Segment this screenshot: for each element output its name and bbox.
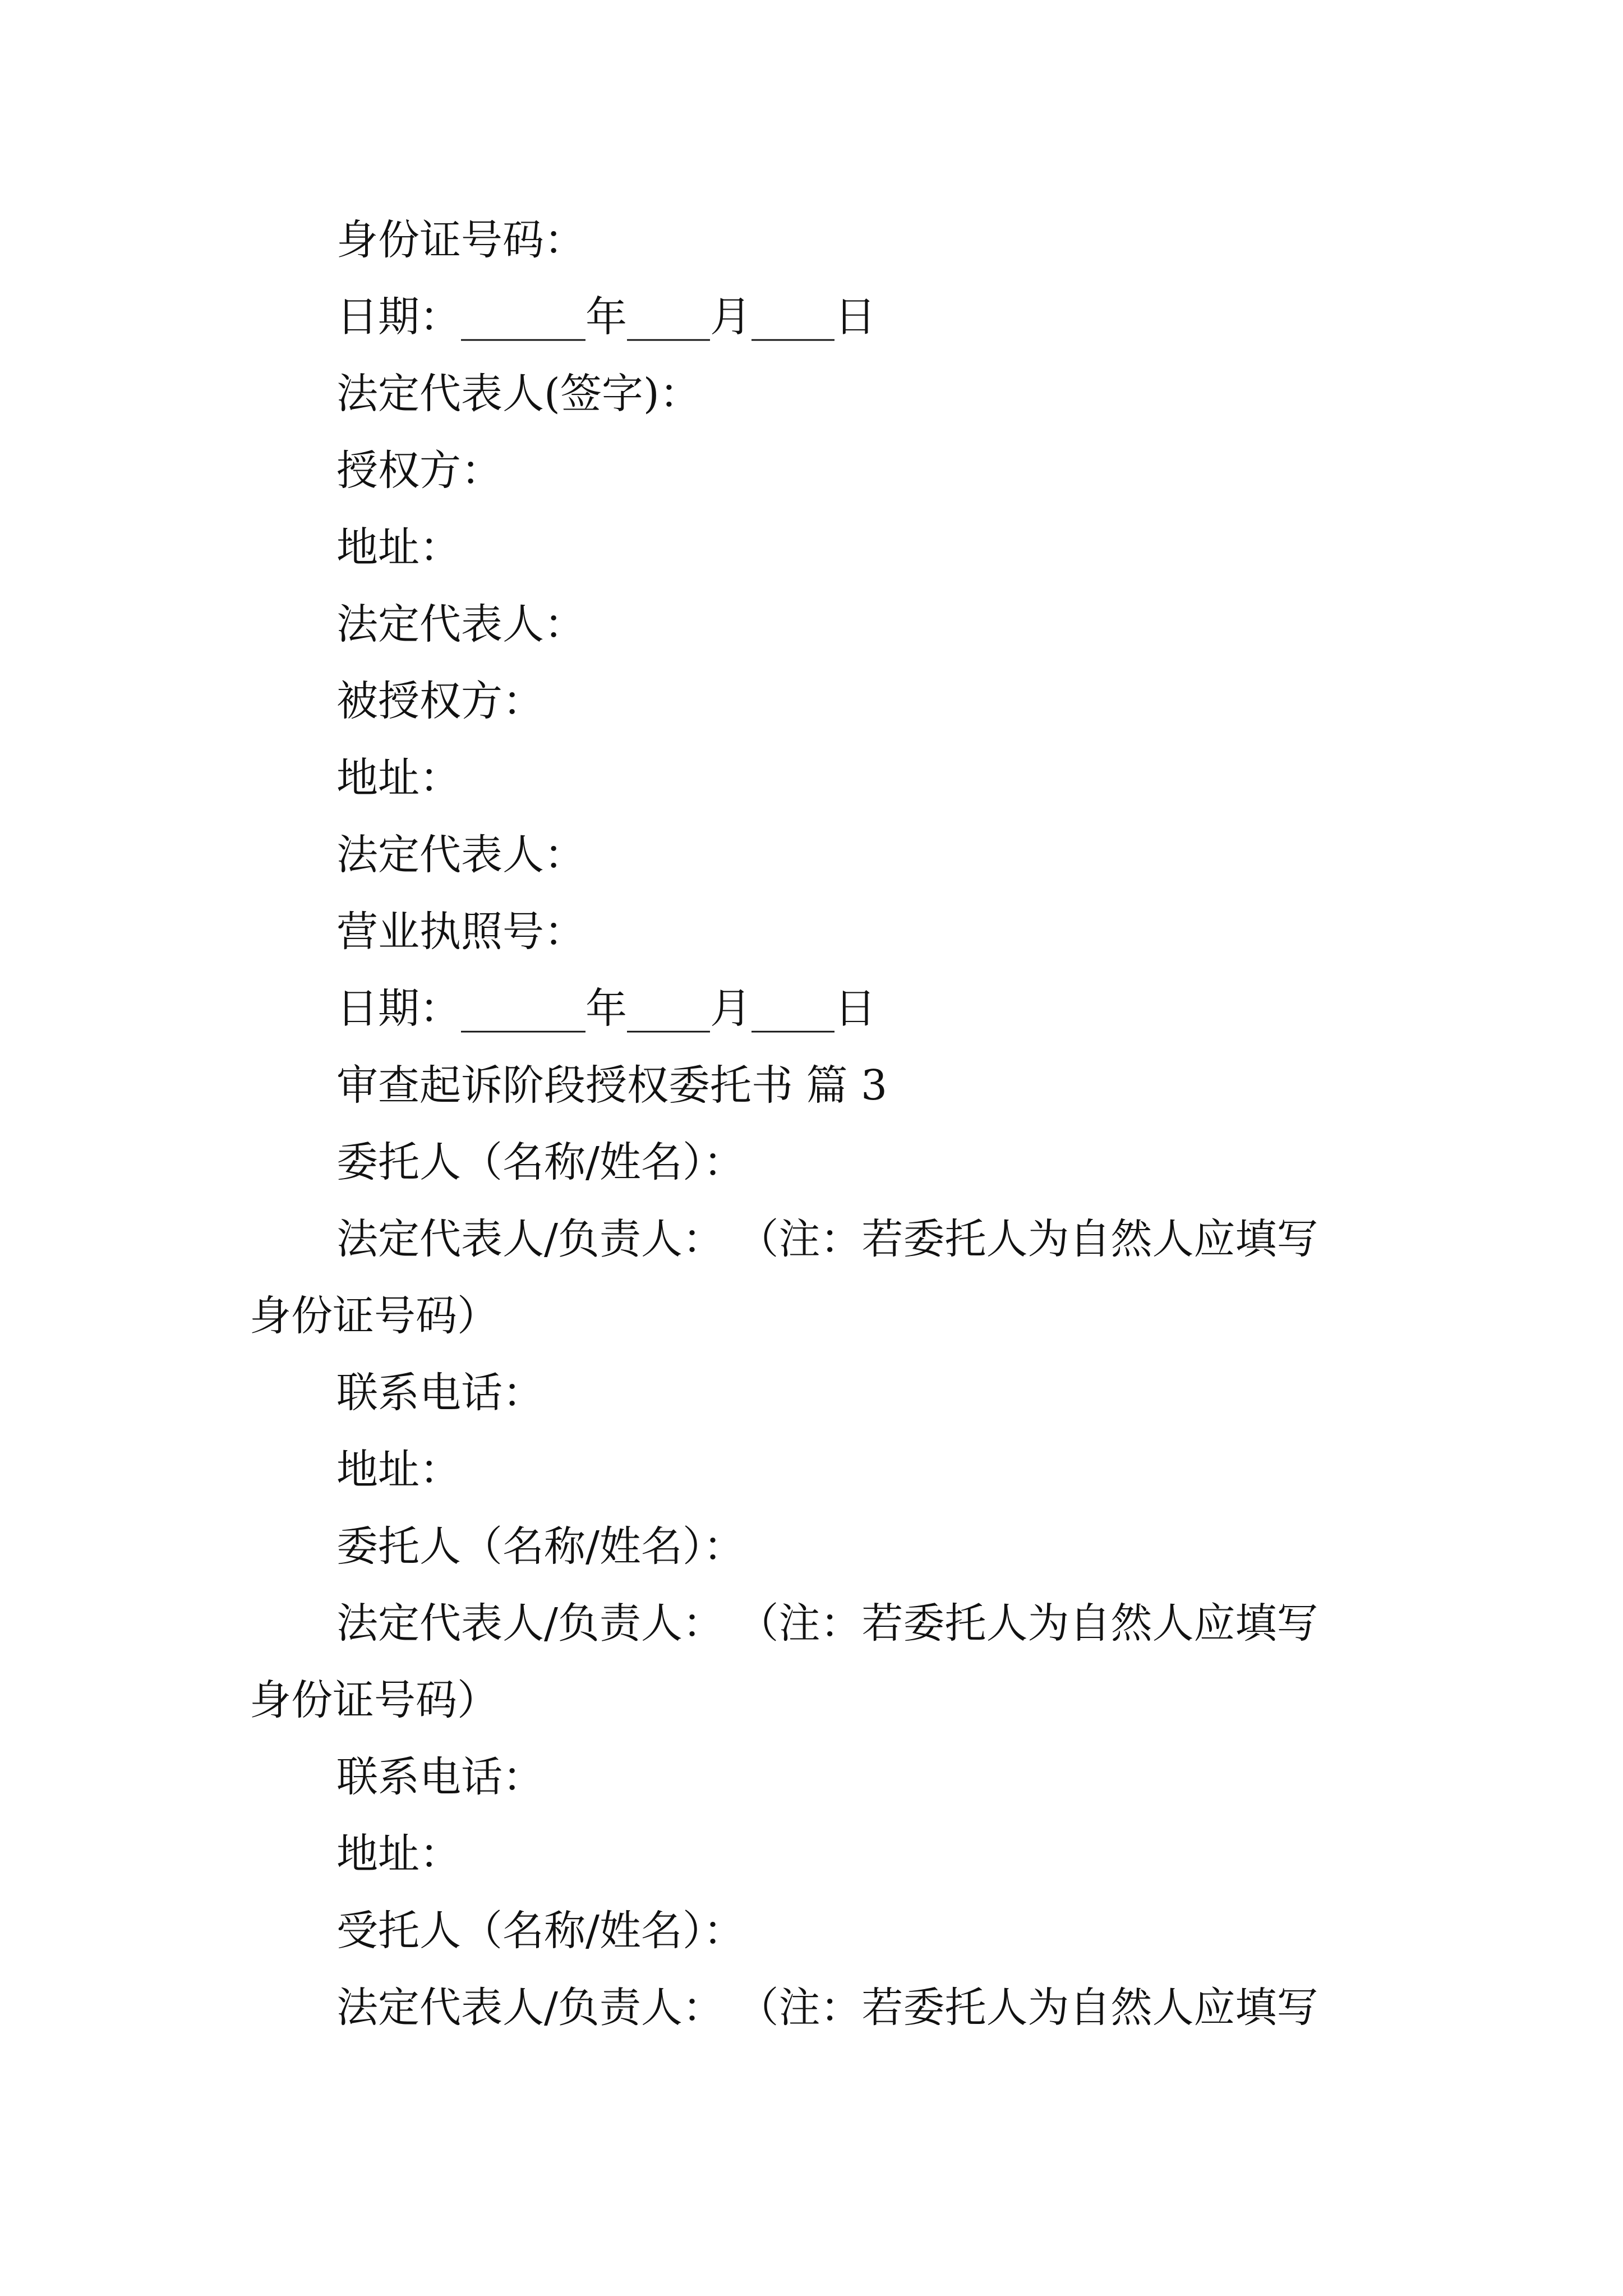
- legal-rep-note-line: 法定代表人/负责人： （注：若委托人为自然人应填写: [336, 1984, 1318, 2032]
- date-line: 日期：______年____月____日: [336, 293, 876, 341]
- legal-rep-note-continuation: 身份证号码）: [250, 1292, 499, 1340]
- legal-rep-label: 法定代表人：: [336, 600, 585, 648]
- id-number-label: 身份证号码：: [336, 216, 585, 264]
- section-heading: 审查起诉阶段授权委托书 篇 3: [336, 1061, 888, 1110]
- address-label: 地址：: [336, 1830, 461, 1878]
- address-label: 地址：: [336, 754, 461, 802]
- agent-label: 受托人（名称/姓名）：: [336, 1907, 745, 1955]
- business-license-label: 营业执照号：: [336, 908, 585, 956]
- address-label: 地址：: [336, 1446, 461, 1494]
- legal-rep-label: 法定代表人：: [336, 831, 585, 879]
- legal-rep-signature-label: 法定代表人(签字)：: [336, 370, 701, 418]
- grantor-label: 授权方：: [336, 447, 502, 495]
- principal-label: 委托人（名称/姓名）：: [336, 1522, 745, 1571]
- grantee-label: 被授权方：: [336, 677, 544, 725]
- legal-rep-note-line: 法定代表人/负责人： （注：若委托人为自然人应填写: [336, 1599, 1318, 1648]
- principal-label: 委托人（名称/姓名）：: [336, 1138, 745, 1186]
- legal-rep-note-line: 法定代表人/负责人： （注：若委托人为自然人应填写: [336, 1215, 1318, 1263]
- address-label: 地址：: [336, 523, 461, 572]
- phone-label: 联系电话：: [336, 1369, 544, 1417]
- date-line: 日期：______年____月____日: [336, 984, 876, 1033]
- legal-rep-note-continuation: 身份证号码）: [250, 1676, 499, 1724]
- phone-label: 联系电话：: [336, 1753, 544, 1801]
